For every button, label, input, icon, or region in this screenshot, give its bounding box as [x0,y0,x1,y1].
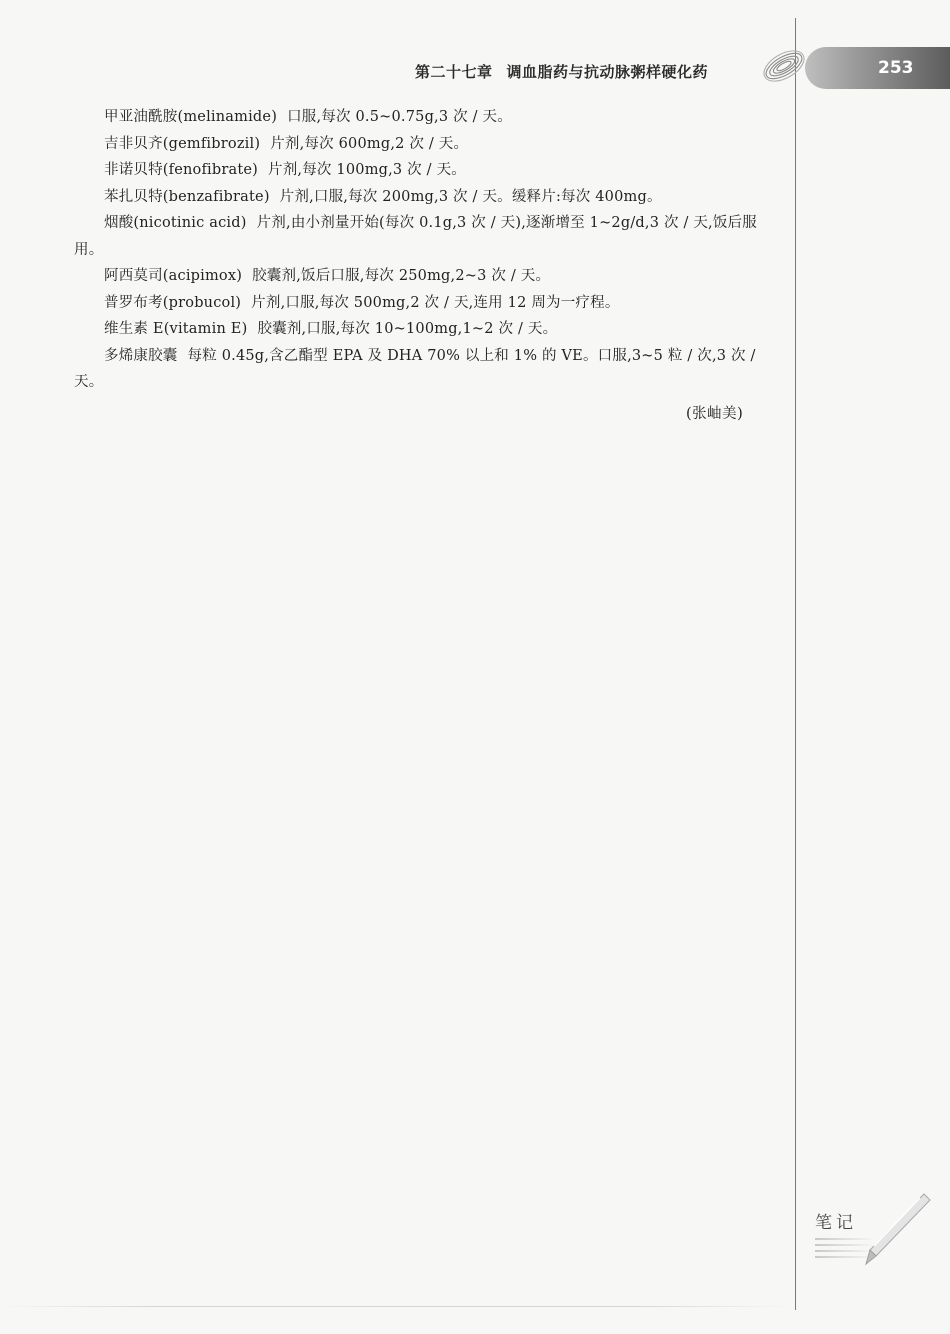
entry-benzafibrate [74,184,780,211]
entry-gemfibrozil [74,131,780,158]
entry-nicotinic-acid [74,210,780,263]
dosage-text: 片剂,由小剂量开始(每次 0.1g,3 次 / 天),逐渐增至 1~2g/d,3 次 / 天,饭后服用。 [74,215,757,258]
dosage-text: 每粒 0.45g,含乙酯型 EPA 及 DHA 70% 以上和 1% 的 VE。口服,3~5 粒 / 次,3 次 / 天。 [74,347,756,390]
drug-name: 维生素 E(vitamin E) [104,321,248,337]
drug-name: 阿西莫司(acipimox) [104,268,243,284]
entry-acipimox [74,263,780,290]
chapter-title: 调血脂药与抗动脉粥样硬化药 [506,63,709,81]
dosage-text: 胶囊剂,饭后口服,每次 250mg,2~3 次 / 天。 [252,268,551,284]
drug-name: 多烯康胶囊 [104,347,178,364]
chapter-number: 第二十七章 [415,63,493,81]
running-header [415,61,722,82]
notes-label: 笔记 [815,1213,857,1233]
entry-vitamin-e [74,316,780,343]
drug-name: 苯扎贝特(benzafibrate) [104,188,270,205]
drug-name: 烟酸(nicotinic acid) [104,215,247,231]
entry-melinamide [74,104,780,131]
author-credit: (张岫美) [686,406,744,422]
swirl-logo-icon [758,44,806,88]
margin-rule [795,18,796,1310]
entry-fenofibrate [74,157,780,184]
dosage-text: 片剂,每次 100mg,3 次 / 天。 [268,162,466,178]
drug-name: 非诺贝特(fenofibrate) [104,162,258,178]
drug-name: 甲亚油酰胺(melinamide) [104,109,278,125]
dosage-text: 片剂,口服,每次 500mg,2 次 / 天,连用 12 周为一疗程。 [251,294,620,311]
pen-icon [862,1190,932,1270]
drug-name: 吉非贝齐(gemfibrozil) [104,135,261,152]
dosage-text: 片剂,口服,每次 200mg,3 次 / 天。缓释片:每次 400mg。 [279,188,662,205]
dosage-text: 片剂,每次 600mg,2 次 / 天。 [270,135,469,152]
entry-duoxikang [74,343,780,396]
dosage-text: 胶囊剂,口服,每次 10~100mg,1~2 次 / 天。 [257,321,558,337]
dosage-text: 口服,每次 0.5~0.75g,3 次 / 天。 [287,109,512,125]
page-number: 253 [878,58,914,78]
bottom-rule [0,1306,790,1307]
drug-name: 普罗布考(probucol) [104,294,242,311]
body-text [74,104,780,396]
entry-probucol [74,290,780,317]
